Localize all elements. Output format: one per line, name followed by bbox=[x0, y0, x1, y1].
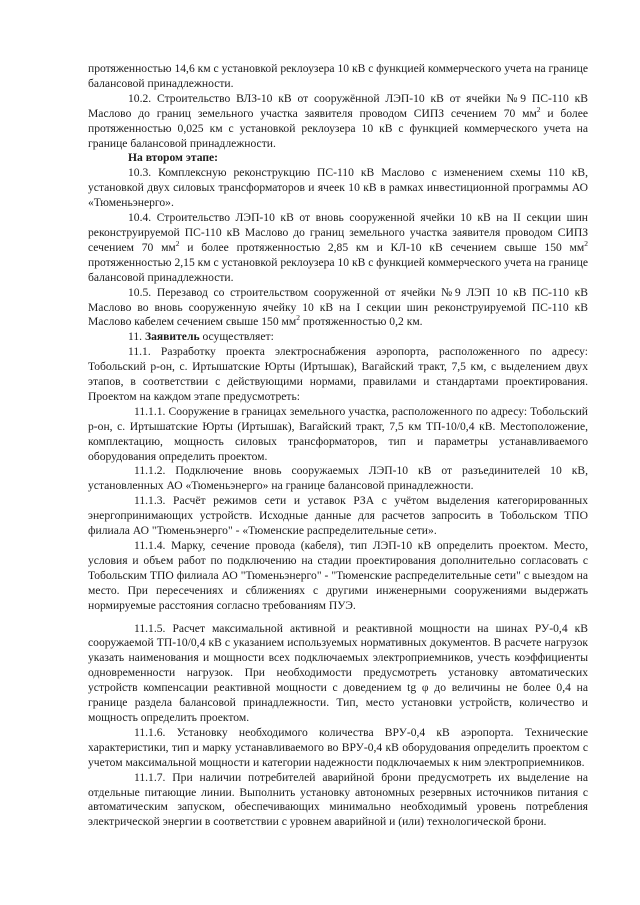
paragraph-text: протяженностью 2,15 км с установкой реклоузера 10 кВ с функцией коммерческого учета на границе балансовой принадлежности. bbox=[88, 255, 588, 284]
paragraph-11-1: 11.1. Разработку проекта электроснабжения аэропорта, расположенного по адресу: Тобольский р-он, с. Иртышатские Юрты (Иртышак), Вагайский тракт, 7,5 км, с выделением двух этапов, в соответствии с действующими нормами, правилами и стандартами проектирования. Проектом на каждом этапе предусмотреть: bbox=[88, 345, 588, 403]
paragraph-text: 10.5. Перезавод со строительством сооруженной от ячейки №9 ЛЭП 10 кВ ПС-110 кВ Маслово во вновь сооруженную ячейку 10 кВ на I секции шин реконструируемой ПС-110 кВ Маслово кабелем сечением свыше 150 мм bbox=[88, 285, 588, 329]
paragraph-11 bbox=[88, 330, 588, 345]
paragraph-11-1-3: 11.1.3. Расчёт режимов сети и уставок РЗА с учётом выделения категорированных энергопринимающих устройств. Исходные данные для расчетов запросить в Тобольском ТПО филиала АО "Тюменьэнерго" - «Тюменские распределительные сети». bbox=[88, 494, 588, 538]
paragraph-11-1-6: 11.1.6. Установку необходимого количества ВРУ-0,4 кВ аэропорта. Технические характеристики, тип и марку устанавливаемого во ВРУ-0,4 кВ оборудования определить проектом с учетом максимальной мощности и категории надежности подключаемых к ним электроприемников. bbox=[88, 725, 588, 769]
paragraph-number: 11. bbox=[128, 330, 145, 344]
superscript: 2 bbox=[536, 104, 541, 114]
paragraph-11-1-4: 11.1.4. Марку, сечение провода (кабеля), тип ЛЭП-10 кВ определить проектом. Место, условия и объем работ по подключению на стадии проектирования дополнительно согласовать с Тобольским ТПО филиала АО "Тюменьэнерго" - "Тюменские распределительные сети" с выездом на место. При пересечениях и сближениях с другими инженерными сооружениями выдержать нормируемые расстояния согласно требованиям ПУЭ. bbox=[88, 539, 588, 612]
bold-term-applicant: Заявитель bbox=[144, 330, 200, 344]
paragraph-text: и более протяженностью 2,85 км и КЛ-10 кВ сечением свыше 150 мм bbox=[179, 240, 585, 254]
superscript: 2 bbox=[584, 239, 588, 249]
paragraph-10-3: 10.3. Комплексную реконструкцию ПС-110 кВ Маслово с изменением схемы 110 кВ, установкой двух силовых трансформаторов и ячеек 10 кВ в рамках инвестиционной программы АО «Тюменьэнерго». bbox=[88, 166, 588, 210]
paragraph-11-1-2: 11.1.2. Подключение вновь сооружаемых ЛЭП-10 кВ от разъединителей 10 кВ, установленных АО «Тюменьэнерго» на границе балансовой принадлежности. bbox=[88, 464, 588, 493]
paragraph-text: 10.2. Строительство ВЛЗ-10 кВ от сооружённой ЛЭП-10 кВ от ячейки №9 ПС-110 кВ Маслово до границ земельного участка заявителя проводом СИПЗ сечением 70 мм bbox=[88, 91, 588, 120]
paragraph-10-5 bbox=[88, 286, 588, 331]
paragraph-10-4 bbox=[88, 211, 588, 286]
paragraph-text: и более протяженностью 0,025 км с установкой реклоузера 10 кВ с функцией коммерческого учета на границе балансовой принадлежности. bbox=[88, 106, 589, 150]
superscript: 2 bbox=[296, 313, 300, 323]
paragraph-text: осуществляет: bbox=[199, 330, 274, 344]
paragraph-10-1-continuation: протяженностью 14,6 км с установкой реклоузера 10 кВ с функцией коммерческого учета на границе балансовой принадлежности. bbox=[88, 62, 588, 90]
paragraph-11-1-5: 11.1.5. Расчет максимальной активной и реактивной мощности на шинах РУ-0,4 кВ сооружаемой ТП-10/0,4 кВ с указанием используемых нормативных документов. В расчете нагрузок указать наименования и мощности всех подключаемых электроприемников, учесть коэффициенты одновременности нагрузок. При необходимости предусмотреть установку автоматических устройств компенсации реактивной мощности с доведением tg φ до величины не более 0,4 на границе раздела балансовой принадлежности. Тип, место установки устройств, количество и мощность определить проектом. bbox=[88, 621, 588, 724]
superscript: 2 bbox=[175, 239, 180, 249]
document-body bbox=[88, 62, 588, 830]
paragraph-11-1-1: 11.1.1. Сооружение в границах земельного участка, расположенного по адресу: Тобольский р-он, с. Иртышатские Юрты (Иртышак), Вагайский тракт, 7,5 км ТП-10/0,4 кВ. Местоположение, комплектацию, мощность силовых трансформаторов, тип и параметры устанавливаемого оборудования определить проектом. bbox=[88, 404, 588, 463]
section-heading-second-stage: На втором этапе: bbox=[128, 151, 219, 165]
paragraph-11-1-7: 11.1.7. При наличии потребителей аварийной брони предусмотреть их выделение на отдельные питающие линии. Выполнить установку автономных резервных источников питания с автоматическим запуском, обеспечивающих минимально необходимый уровень потребления электрической энергии в соответствии с уровнем аварийной и (или) технологической брони. bbox=[88, 770, 588, 829]
paragraph-text: протяженностью 0,2 км. bbox=[299, 315, 423, 329]
paragraph-text: 10.4. Строительство ЛЭП-10 кВ от вновь сооруженной ячейки 10 кВ на II секции шин реконструируемой ПС-110 кВ Маслово до границ земельного участка заявителя проводом СИПЗ сечением 70 мм bbox=[88, 211, 588, 254]
paragraph-10-2 bbox=[88, 92, 588, 152]
